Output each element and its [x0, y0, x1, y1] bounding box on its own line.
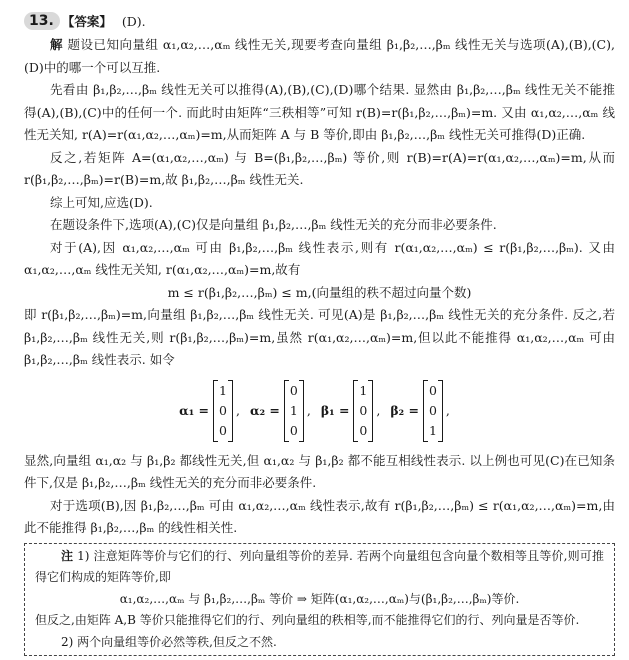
vector-entry: 0	[289, 382, 298, 398]
vector-entry: 0	[219, 402, 227, 418]
paragraph-1	[24, 34, 615, 79]
paragraph-3: 反之,若矩阵 A=(α₁,α₂,…,αₘ) 与 B=(β₁,β₂,…,βₘ) 等价,则 r(B)=r(A)=r(α₁,α₂,…,αₘ)=m,从而 r(β₁,β₂,…,βₘ)=r(B)=m,故 β₁,β₂,…,βₘ 线性无关.	[24, 149, 615, 187]
vector-entry: 0	[359, 422, 368, 438]
note-equivalence-formula: α₁,α₂,…,αₘ 与 β₁,β₂,…,βₘ 等价 ⇒ 矩阵(α₁,α₂,…,αₘ)与(β₁,β₂,…,βₘ)等价.	[119, 591, 520, 606]
answer-tag: 【答案】	[61, 14, 112, 29]
vector-bracket	[353, 380, 373, 442]
vector-name: α₁ =	[179, 403, 210, 418]
vector-separator: ,	[445, 403, 450, 418]
vector-bracket	[423, 380, 443, 442]
paragraph-4: 综上可知,应选(D).	[50, 194, 153, 210]
rank-inequality: m ≤ r(β₁,β₂,…,βₘ) ≤ m,(向量组的秩不超过向量个数)	[167, 284, 472, 300]
vector-entry: 1	[219, 382, 227, 398]
vector-separator: ,	[376, 403, 381, 418]
vector-bracket	[284, 380, 304, 442]
paragraph-1-text: 题设已知向量组 α₁,α₂,…,αₘ 线性无关,现要考查向量组 β₁,β₂,…,βₘ 线性无关与选项(A),(B),(C),(D)中的哪一个可以互推.	[24, 37, 615, 75]
vector-name: β₁ =	[320, 403, 350, 418]
note-box	[24, 543, 615, 657]
vector-entry: 0	[289, 422, 298, 438]
paragraph-2: 先看由 β₁,β₂,…,βₘ 线性无关可以推得(A),(B),(C),(D)哪个结果. 显然由 β₁,β₂,…,βₘ 线性无关不能推得(A),(B),(C)中的任何一个. 而此时由矩阵“三秩相等”可知 r(B)=r(β₁,β₂,…,βₘ)=m. 又由 α₁,α₂,…,αₘ 线性无关知, r(A)=r(α₁,α₂,…,αₘ)=m,从而矩阵 A 与 B 等价,即由 β₁,β₂,…,βₘ 线性无关可推得(D)正确.	[24, 82, 615, 142]
column-vector	[179, 380, 240, 442]
vector-name: β₂ =	[390, 403, 419, 418]
note-1	[35, 546, 604, 589]
vector-name: α₂ =	[249, 403, 280, 418]
vector-entry: 0	[428, 402, 437, 418]
paragraph-10: 对于选项(B),因 β₁,β₂,…,βₘ 可由 α₁,α₂,…,αₘ 线性表示,故有 r(β₁,β₂,…,βₘ) ≤ r(α₁,α₂,…,αₘ)=m,由此不能推得 β₁,β₂,…,βₘ 的线性相关性.	[24, 497, 615, 535]
column-vector	[390, 380, 450, 442]
vector-entry: 1	[359, 382, 368, 398]
paragraph-6: 对于(A),因 α₁,α₂,…,αₘ 可由 β₁,β₂,…,βₘ 线性表示,则有 r(α₁,α₂,…,αₘ) ≤ r(β₁,β₂,…,βₘ). 又由 α₁,α₂,…,αₘ 线性无关知, r(α₁,α₂,…,αₘ)=m,故有	[24, 239, 615, 277]
answer-header	[24, 8, 615, 34]
problem-number-badge: 13.	[24, 12, 60, 30]
answer-value: (D).	[121, 13, 146, 29]
note-1-text: 1) 注意矩阵等价与它们的行、列向量组等价的差异. 若两个向量组包含向量个数相等且等价,则可推得它们构成的矩阵等价,即	[35, 548, 604, 584]
vector-entry: 0	[428, 382, 437, 398]
vector-entry: 1	[428, 422, 437, 438]
example-vectors	[24, 374, 615, 448]
note-1-continued: 但反之,由矩阵 A,B 等价只能推得它们的行、列向量组的秩相等,而不能推得它们的行、列向量是否等价.	[35, 613, 580, 627]
vector-separator: ,	[235, 403, 240, 418]
paragraph-9: 显然,向量组 α₁,α₂ 与 β₁,β₂ 都线性无关,但 α₁,α₂ 与 β₁,β₂ 都不能互相线性表示. 以上例也可见(C)在已知条件下,仅是 β₁,β₂,…,βₘ 线性无关的充分而非必要条件.	[24, 452, 615, 490]
column-vector	[321, 380, 381, 442]
note-label: 注	[61, 548, 74, 563]
paragraph-5: 在题设条件下,选项(A),(C)仅是向量组 β₁,β₂,…,βₘ 线性无关的充分而非必要条件.	[50, 217, 497, 232]
vector-separator: ,	[306, 403, 311, 418]
vector-entry: 0	[219, 422, 227, 438]
vector-bracket	[213, 380, 233, 442]
paragraph-8: 即 r(β₁,β₂,…,βₘ)=m,向量组 β₁,β₂,…,βₘ 线性无关. 可见(A)是 β₁,β₂,…,βₘ 线性无关的充分条件. 反之,若 β₁,β₂,…,βₘ 线性无关,则 r(β₁,β₂,…,βₘ)=m,虽然 r(α₁,α₂,…,αₘ)=m,但以此不能推得 α₁,α₂,…,αₘ 可由 β₁,β₂,…,βₘ 线性表示. 如令	[24, 307, 615, 367]
column-vector	[250, 380, 311, 442]
vector-entry: 1	[289, 402, 298, 418]
solution-label: 解	[50, 37, 63, 52]
vector-entry: 0	[359, 402, 368, 418]
note-2: 2) 两个向量组等价必然等秩,但反之不然.	[61, 634, 277, 649]
